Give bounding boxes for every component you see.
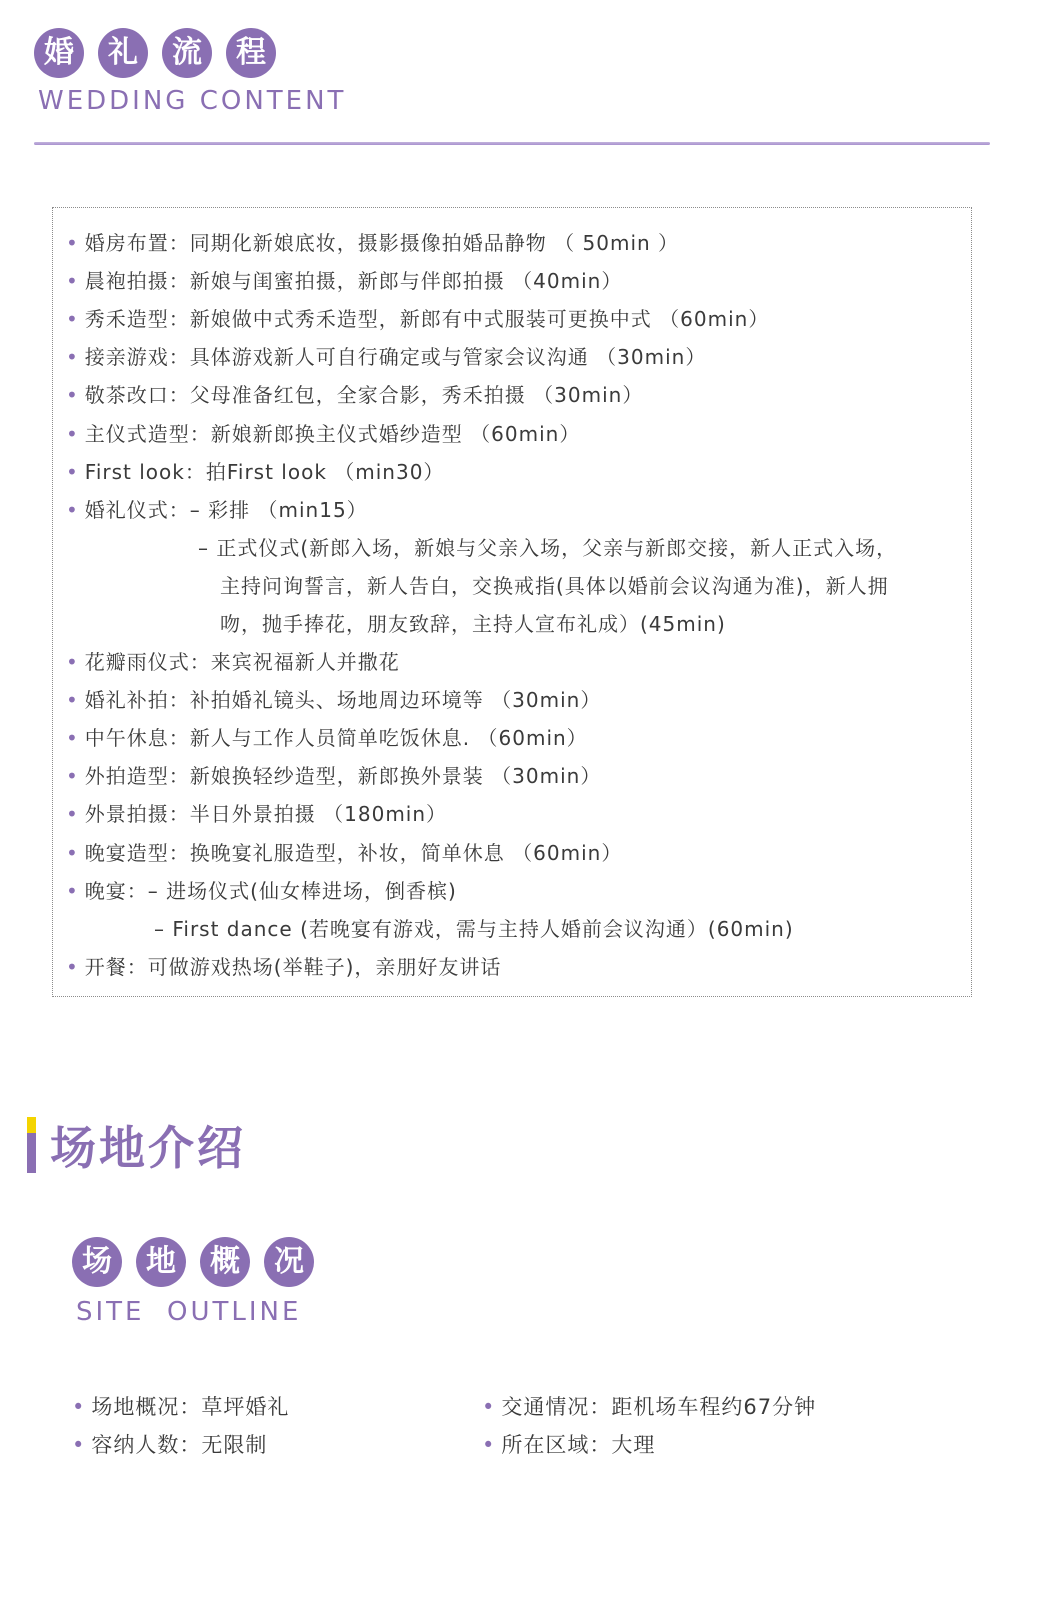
bullet-dot: • [66, 650, 79, 674]
flow-item-continuation: 主持问询誓言，新人告白，交换戒指(具体以婚前会议沟通为准)，新人拥 [220, 574, 889, 598]
title-circle-char: 概 [200, 1237, 250, 1287]
flow-item-text: 主仪式造型：新娘新郎换主仪式婚纱造型 （60min） [84, 422, 581, 446]
bullet-dot: • [66, 841, 79, 865]
bullet-dot: • [66, 231, 79, 255]
title-circle-char: 况 [264, 1237, 314, 1287]
flow-item [66, 379, 643, 408]
flow-item-continuation: – First dance (若晚宴有游戏，需与主持人婚前会议沟通）(60min) [154, 917, 794, 941]
title-circle-char: 地 [136, 1237, 186, 1287]
bullet-dot: • [66, 688, 79, 712]
title-circle-char: 婚 [34, 28, 84, 78]
bullet-dot: • [66, 764, 79, 788]
flow-item [66, 684, 601, 713]
flow-item [66, 837, 622, 866]
flow-item [66, 341, 706, 370]
section-title: 场地介绍 [50, 1121, 246, 1175]
wedding-flow-title [34, 28, 276, 78]
bullet-dot: • [66, 269, 79, 293]
site-info-text: 所在区域：大理 [501, 1433, 656, 1457]
bullet-dot: • [66, 726, 79, 750]
flow-item [66, 303, 769, 332]
flow-item-text: 婚房布置：同期化新娘底妆，摄影摄像拍婚品静物 （ 50min ） [84, 231, 680, 255]
bullet-dot: • [72, 1433, 86, 1457]
flow-item [66, 760, 601, 789]
flow-item-text: 中午休息：新人与工作人员简单吃饭休息. （60min） [84, 726, 588, 750]
flow-item-text: First look：拍First look （min30） [84, 460, 445, 484]
header-divider [34, 142, 990, 145]
flow-item [66, 798, 447, 827]
site-info-text: 场地概况：草坪婚礼 [91, 1395, 290, 1419]
section-accent-yellow [27, 1117, 36, 1133]
flow-item-text: 晚宴造型：换晚宴礼服造型，补妆，简单休息 （60min） [84, 841, 623, 865]
bullet-dot: • [482, 1395, 496, 1419]
flow-item [66, 418, 580, 447]
title-circle-char: 场 [72, 1237, 122, 1287]
flow-item [66, 646, 400, 675]
site-info-item [72, 1429, 267, 1459]
bullet-dot: • [66, 307, 79, 331]
site-outline-subtitle: SITE OUTLINE [76, 1297, 302, 1327]
title-circle-char: 流 [162, 28, 212, 78]
site-outline-title [72, 1237, 314, 1287]
site-info-item [482, 1391, 816, 1421]
section-accent-purple [27, 1133, 36, 1173]
flow-item-text: 晨袍拍摄：新娘与闺蜜拍摄，新郎与伴郎拍摄 （40min） [84, 269, 623, 293]
title-circle-char: 礼 [98, 28, 148, 78]
bullet-dot: • [66, 879, 79, 903]
flow-item-text: 秀禾造型：新娘做中式秀禾造型，新郎有中式服装可更换中式 （60min） [84, 307, 770, 331]
site-info-text: 交通情况：距机场车程约67分钟 [501, 1395, 817, 1419]
flow-item [66, 456, 444, 485]
wedding-flow-subtitle: WEDDING CONTENT [38, 86, 347, 116]
flow-item [66, 875, 457, 904]
bullet-dot: • [66, 955, 79, 979]
flow-item-continuation: – 正式仪式(新郎入场，新娘与父亲入场，父亲与新郎交接，新人正式入场， [198, 536, 898, 560]
site-info-item [72, 1391, 289, 1421]
flow-item-text: 敬茶改口：父母准备红包，全家合影，秀禾拍摄 （30min） [84, 383, 644, 407]
flow-item [66, 227, 679, 256]
bullet-dot: • [66, 802, 79, 826]
bullet-dot: • [66, 422, 79, 446]
bullet-dot: • [482, 1433, 496, 1457]
flow-item-text: 开餐：可做游戏热场(举鞋子)，亲朋好友讲话 [84, 955, 502, 979]
bullet-dot: • [66, 498, 79, 522]
bullet-dot: • [66, 383, 79, 407]
flow-item-text: 晚宴：– 进场仪式(仙女棒进场，倒香槟) [84, 879, 457, 903]
flow-item-text: 婚礼仪式：– 彩排 （min15） [84, 498, 368, 522]
flow-item [66, 722, 588, 751]
site-info-item [482, 1429, 655, 1459]
flow-item [66, 951, 501, 980]
flow-item-text: 花瓣雨仪式：来宾祝福新人并撒花 [84, 650, 400, 674]
flow-item-text: 婚礼补拍：补拍婚礼镜头、场地周边环境等 （30min） [84, 688, 602, 712]
bullet-dot: • [66, 345, 79, 369]
bullet-dot: • [72, 1395, 86, 1419]
flow-item-text: 外拍造型：新娘换轻纱造型，新郎换外景装 （30min） [84, 764, 602, 788]
flow-item-text: 外景拍摄：半日外景拍摄 （180min） [84, 802, 448, 826]
title-circle-char: 程 [226, 28, 276, 78]
flow-item [66, 265, 622, 294]
site-info-text: 容纳人数：无限制 [91, 1433, 268, 1457]
flow-item-text: 接亲游戏：具体游戏新人可自行确定或与管家会议沟通 （30min） [84, 345, 707, 369]
flow-item [66, 494, 368, 523]
flow-item-continuation: 吻，抛手捧花，朋友致辞，主持人宣布礼成）(45min) [220, 612, 726, 636]
bullet-dot: • [66, 460, 79, 484]
